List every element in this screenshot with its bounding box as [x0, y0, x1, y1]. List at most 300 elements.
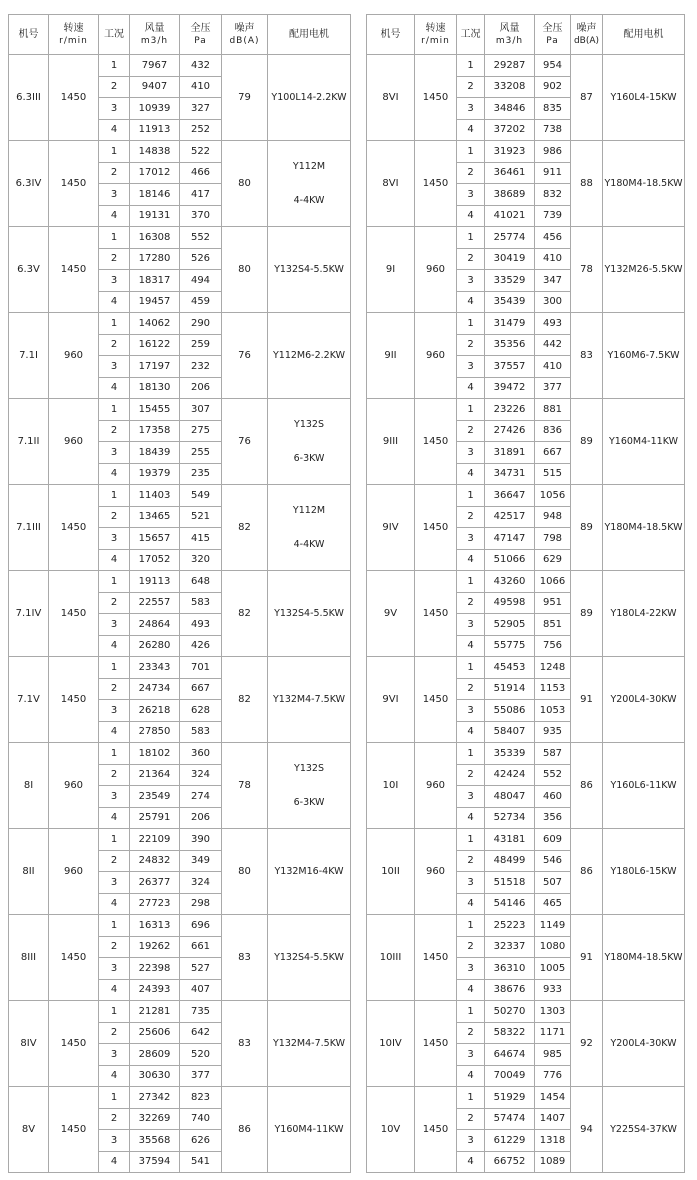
col-header-noise: 噪声 dB(A): [222, 15, 268, 55]
pressure-cell: 701: [180, 657, 222, 679]
motor-cell: [268, 55, 351, 141]
pressure-cell: 1171: [535, 1022, 571, 1044]
model-cell: 7.1IV: [9, 571, 49, 657]
fan-spec-table-right: [366, 14, 685, 1173]
motor-line: Y160M4-11KW: [609, 435, 678, 447]
speed-cell: 960: [49, 313, 99, 399]
condition-cell: 3: [99, 958, 130, 980]
model-cell: 7.1III: [9, 485, 49, 571]
pressure-cell: 583: [180, 592, 222, 614]
condition-cell: 1: [99, 657, 130, 679]
condition-cell: 4: [457, 979, 485, 1001]
pressure-cell: 324: [180, 872, 222, 894]
condition-cell: 1: [457, 829, 485, 851]
airflow-cell: 33529: [485, 270, 535, 292]
motor-line: Y132S4-5.5KW: [274, 951, 344, 963]
pressure-cell: 1407: [535, 1108, 571, 1130]
condition-cell: 4: [457, 119, 485, 141]
airflow-cell: 29287: [485, 55, 535, 77]
noise-cell: 83: [571, 313, 603, 399]
airflow-cell: 66752: [485, 1151, 535, 1173]
condition-cell: 1: [457, 227, 485, 249]
pressure-cell: 648: [180, 571, 222, 593]
model-cell: 10IV: [367, 1001, 415, 1087]
airflow-cell: 22557: [130, 592, 180, 614]
table-row: [9, 227, 351, 249]
pressure-cell: 349: [180, 850, 222, 872]
col-header-airflow: 风量 m3/h: [485, 15, 535, 55]
airflow-cell: 22109: [130, 829, 180, 851]
airflow-cell: 16313: [130, 915, 180, 937]
motor-line: Y160M6-7.5KW: [607, 349, 680, 361]
airflow-cell: 26218: [130, 700, 180, 722]
pressure-cell: 360: [180, 743, 222, 765]
noise-cell: 92: [571, 1001, 603, 1087]
pressure-cell: 377: [535, 377, 571, 399]
motor-cell: [603, 313, 685, 399]
motor-cell: [268, 915, 351, 1001]
pressure-cell: 1056: [535, 485, 571, 507]
table-row: [367, 657, 685, 679]
motor-line: 4-4KW: [293, 538, 325, 550]
pressure-cell: 1089: [535, 1151, 571, 1173]
condition-cell: 1: [457, 571, 485, 593]
motor-line: Y180M4-18.5KW: [604, 521, 683, 533]
header-row: [9, 15, 351, 55]
col-header-pressure: 全压 Pa: [180, 15, 222, 55]
pressure-cell: 410: [535, 356, 571, 378]
airflow-cell: 17052: [130, 549, 180, 571]
pressure-cell: 1248: [535, 657, 571, 679]
condition-cell: 4: [99, 1151, 130, 1173]
pressure-cell: 206: [180, 807, 222, 829]
condition-cell: 3: [457, 356, 485, 378]
condition-cell: 4: [99, 119, 130, 141]
airflow-cell: 52734: [485, 807, 535, 829]
motor-line: Y132S: [294, 418, 324, 430]
noise-cell: 88: [571, 141, 603, 227]
airflow-cell: 15455: [130, 399, 180, 421]
airflow-cell: 33208: [485, 76, 535, 98]
pressure-cell: 933: [535, 979, 571, 1001]
pressure-cell: 587: [535, 743, 571, 765]
airflow-cell: 50270: [485, 1001, 535, 1023]
condition-cell: 4: [99, 979, 130, 1001]
airflow-cell: 18130: [130, 377, 180, 399]
pressure-cell: 1454: [535, 1087, 571, 1109]
pressure-cell: 823: [180, 1087, 222, 1109]
condition-cell: 3: [99, 1130, 130, 1152]
noise-cell: 89: [571, 571, 603, 657]
airflow-cell: 11913: [130, 119, 180, 141]
pressure-cell: 526: [180, 248, 222, 270]
pressure-cell: 347: [535, 270, 571, 292]
pressure-cell: 738: [535, 119, 571, 141]
motor-line: Y132M16-4KW: [274, 865, 344, 877]
motor-cell: [603, 485, 685, 571]
table-row: [9, 657, 351, 679]
speed-cell: 960: [415, 313, 457, 399]
motor-line: Y112M6-2.2KW: [273, 349, 345, 361]
pressure-cell: 986: [535, 141, 571, 163]
table-row: [9, 571, 351, 593]
motor-line: Y132S4-5.5KW: [274, 607, 344, 619]
airflow-cell: 26377: [130, 872, 180, 894]
motor-line: Y180L6-15KW: [610, 865, 677, 877]
pressure-cell: 235: [180, 463, 222, 485]
airflow-cell: 19131: [130, 205, 180, 227]
noise-cell: 86: [571, 829, 603, 915]
pressure-cell: 232: [180, 356, 222, 378]
motor-line: Y180M4-18.5KW: [604, 951, 683, 963]
condition-cell: 4: [457, 807, 485, 829]
condition-cell: 4: [99, 549, 130, 571]
pressure-cell: 836: [535, 420, 571, 442]
airflow-cell: 42517: [485, 506, 535, 528]
table-row: [9, 141, 351, 163]
noise-cell: 86: [222, 1087, 268, 1173]
condition-cell: 1: [457, 743, 485, 765]
col-header-noise: 噪声 dB(A): [571, 15, 603, 55]
airflow-cell: 17280: [130, 248, 180, 270]
table-row: [9, 55, 351, 77]
table-row: [9, 399, 351, 421]
motor-line: 6-3KW: [293, 796, 325, 808]
pressure-cell: 881: [535, 399, 571, 421]
airflow-cell: 36647: [485, 485, 535, 507]
airflow-cell: 27342: [130, 1087, 180, 1109]
pressure-cell: 426: [180, 635, 222, 657]
speed-cell: 1450: [415, 399, 457, 485]
motor-cell: [603, 571, 685, 657]
pressure-cell: 432: [180, 55, 222, 77]
airflow-cell: 25223: [485, 915, 535, 937]
airflow-cell: 18317: [130, 270, 180, 292]
airflow-cell: 16308: [130, 227, 180, 249]
pressure-cell: 546: [535, 850, 571, 872]
airflow-cell: 42424: [485, 764, 535, 786]
table-body: [9, 55, 351, 1173]
pressure-cell: 954: [535, 55, 571, 77]
condition-cell: 1: [99, 571, 130, 593]
motor-line: Y200L4-30KW: [610, 693, 677, 705]
airflow-cell: 48047: [485, 786, 535, 808]
pressure-cell: 1303: [535, 1001, 571, 1023]
condition-cell: 2: [457, 76, 485, 98]
condition-cell: 3: [457, 1044, 485, 1066]
airflow-cell: 70049: [485, 1065, 535, 1087]
condition-cell: 4: [99, 807, 130, 829]
airflow-cell: 41021: [485, 205, 535, 227]
table-row: [367, 743, 685, 765]
noise-cell: 89: [571, 485, 603, 571]
condition-cell: 2: [457, 1022, 485, 1044]
airflow-cell: 9407: [130, 76, 180, 98]
condition-cell: 1: [99, 141, 130, 163]
condition-cell: 2: [457, 678, 485, 700]
noise-cell: 94: [571, 1087, 603, 1173]
airflow-cell: 35439: [485, 291, 535, 313]
condition-cell: 2: [457, 162, 485, 184]
col-header-speed: 转速 r/min: [415, 15, 457, 55]
motor-cell: [268, 313, 351, 399]
model-cell: 10II: [367, 829, 415, 915]
airflow-cell: 37202: [485, 119, 535, 141]
condition-cell: 4: [457, 549, 485, 571]
speed-cell: 960: [49, 399, 99, 485]
airflow-cell: 23226: [485, 399, 535, 421]
airflow-cell: 10939: [130, 98, 180, 120]
airflow-cell: 58322: [485, 1022, 535, 1044]
motor-line: Y160L6-11KW: [610, 779, 677, 791]
model-cell: 8III: [9, 915, 49, 1001]
pressure-cell: 390: [180, 829, 222, 851]
airflow-cell: 28609: [130, 1044, 180, 1066]
airflow-cell: 24832: [130, 850, 180, 872]
model-cell: 8VI: [367, 141, 415, 227]
condition-cell: 2: [457, 1108, 485, 1130]
pressure-cell: 985: [535, 1044, 571, 1066]
condition-cell: 3: [457, 442, 485, 464]
table-row: [367, 399, 685, 421]
speed-cell: 1450: [415, 1001, 457, 1087]
condition-cell: 3: [457, 184, 485, 206]
pressure-cell: 1005: [535, 958, 571, 980]
pressure-cell: 300: [535, 291, 571, 313]
condition-cell: 3: [99, 270, 130, 292]
model-cell: 9I: [367, 227, 415, 313]
airflow-cell: 21364: [130, 764, 180, 786]
table-row: [9, 485, 351, 507]
airflow-cell: 26280: [130, 635, 180, 657]
pressure-cell: 527: [180, 958, 222, 980]
pressure-cell: 274: [180, 786, 222, 808]
pressure-cell: 935: [535, 721, 571, 743]
motor-line: Y180M4-18.5KW: [604, 177, 683, 189]
noise-cell: 91: [571, 657, 603, 743]
table-row: [367, 915, 685, 937]
motor-cell: [603, 1001, 685, 1087]
airflow-cell: 19113: [130, 571, 180, 593]
pressure-cell: 740: [180, 1108, 222, 1130]
speed-cell: 1450: [415, 55, 457, 141]
condition-cell: 1: [99, 829, 130, 851]
fan-spec-table-left: [8, 14, 351, 1173]
speed-cell: 1450: [49, 571, 99, 657]
motor-cell: [268, 571, 351, 657]
pressure-cell: 327: [180, 98, 222, 120]
pressure-cell: 1066: [535, 571, 571, 593]
condition-cell: 2: [99, 420, 130, 442]
table-row: [367, 141, 685, 163]
airflow-cell: 25774: [485, 227, 535, 249]
motor-line: Y112M: [292, 160, 326, 172]
condition-cell: 3: [99, 528, 130, 550]
motor-line: Y132S: [294, 762, 324, 774]
condition-cell: 4: [457, 635, 485, 657]
speed-cell: 1450: [49, 485, 99, 571]
pressure-cell: 507: [535, 872, 571, 894]
pressure-cell: 667: [180, 678, 222, 700]
condition-cell: 4: [457, 377, 485, 399]
condition-cell: 2: [457, 936, 485, 958]
pressure-cell: 629: [535, 549, 571, 571]
airflow-cell: 49598: [485, 592, 535, 614]
airflow-cell: 18146: [130, 184, 180, 206]
airflow-cell: 24864: [130, 614, 180, 636]
pressure-cell: 948: [535, 506, 571, 528]
condition-cell: 1: [99, 485, 130, 507]
airflow-cell: 38689: [485, 184, 535, 206]
noise-cell: 80: [222, 227, 268, 313]
pressure-cell: 739: [535, 205, 571, 227]
condition-cell: 3: [99, 872, 130, 894]
motor-cell: [268, 657, 351, 743]
motor-cell: [603, 657, 685, 743]
pressure-cell: 442: [535, 334, 571, 356]
noise-cell: 76: [222, 399, 268, 485]
pressure-cell: 552: [535, 764, 571, 786]
model-cell: 7.1V: [9, 657, 49, 743]
airflow-cell: 55086: [485, 700, 535, 722]
speed-cell: 960: [415, 829, 457, 915]
pressure-cell: 1318: [535, 1130, 571, 1152]
condition-cell: 2: [457, 506, 485, 528]
condition-cell: 2: [457, 850, 485, 872]
model-cell: 8I: [9, 743, 49, 829]
condition-cell: 2: [457, 592, 485, 614]
condition-cell: 4: [457, 893, 485, 915]
table-row: [367, 1001, 685, 1023]
condition-cell: 4: [457, 205, 485, 227]
motor-cell: [268, 141, 351, 227]
airflow-cell: 34846: [485, 98, 535, 120]
condition-cell: 3: [99, 614, 130, 636]
condition-cell: 3: [457, 958, 485, 980]
condition-cell: 2: [99, 678, 130, 700]
motor-cell: [603, 915, 685, 1001]
condition-cell: 4: [99, 291, 130, 313]
airflow-cell: 58407: [485, 721, 535, 743]
noise-cell: 82: [222, 571, 268, 657]
pressure-cell: 275: [180, 420, 222, 442]
model-cell: 8V: [9, 1087, 49, 1173]
table-body: [367, 55, 685, 1173]
condition-cell: 3: [457, 872, 485, 894]
condition-cell: 4: [457, 721, 485, 743]
table-row: [9, 1087, 351, 1109]
condition-cell: 1: [457, 55, 485, 77]
condition-cell: 2: [99, 248, 130, 270]
motor-cell: [268, 1001, 351, 1087]
condition-cell: 2: [457, 420, 485, 442]
pressure-cell: 320: [180, 549, 222, 571]
airflow-cell: 31891: [485, 442, 535, 464]
pressure-cell: 851: [535, 614, 571, 636]
speed-cell: 960: [415, 743, 457, 829]
condition-cell: 2: [457, 764, 485, 786]
motor-cell: [268, 829, 351, 915]
condition-cell: 1: [457, 1087, 485, 1109]
pressure-cell: 756: [535, 635, 571, 657]
motor-line: Y225S4-37KW: [610, 1123, 677, 1135]
model-cell: 7.1II: [9, 399, 49, 485]
condition-cell: 3: [99, 700, 130, 722]
model-cell: 8IV: [9, 1001, 49, 1087]
condition-cell: 1: [457, 485, 485, 507]
airflow-cell: 14062: [130, 313, 180, 335]
condition-cell: 1: [457, 657, 485, 679]
motor-cell: [603, 55, 685, 141]
noise-cell: 91: [571, 915, 603, 1001]
pressure-cell: 798: [535, 528, 571, 550]
motor-line: Y160M4-11KW: [274, 1123, 344, 1135]
airflow-cell: 25606: [130, 1022, 180, 1044]
speed-cell: 1450: [415, 571, 457, 657]
airflow-cell: 57474: [485, 1108, 535, 1130]
airflow-cell: 45453: [485, 657, 535, 679]
airflow-cell: 43260: [485, 571, 535, 593]
motor-line: 6-3KW: [293, 452, 325, 464]
condition-cell: 2: [457, 248, 485, 270]
airflow-cell: 18102: [130, 743, 180, 765]
condition-cell: 3: [99, 442, 130, 464]
speed-cell: 1450: [49, 141, 99, 227]
condition-cell: 4: [457, 1151, 485, 1173]
airflow-cell: 23343: [130, 657, 180, 679]
airflow-cell: 19262: [130, 936, 180, 958]
condition-cell: 3: [99, 356, 130, 378]
motor-line: Y132M26-5.5KW: [604, 263, 683, 275]
airflow-cell: 32337: [485, 936, 535, 958]
speed-cell: 960: [415, 227, 457, 313]
table-row: [367, 829, 685, 851]
condition-cell: 2: [99, 334, 130, 356]
pressure-cell: 456: [535, 227, 571, 249]
condition-cell: 3: [457, 614, 485, 636]
airflow-cell: 30630: [130, 1065, 180, 1087]
airflow-cell: 35339: [485, 743, 535, 765]
pressure-cell: 1053: [535, 700, 571, 722]
speed-cell: 960: [49, 743, 99, 829]
airflow-cell: 51066: [485, 549, 535, 571]
pressure-cell: 252: [180, 119, 222, 141]
model-cell: 8II: [9, 829, 49, 915]
pressure-cell: 206: [180, 377, 222, 399]
noise-cell: 76: [222, 313, 268, 399]
table-row: [367, 571, 685, 593]
airflow-cell: 27426: [485, 420, 535, 442]
condition-cell: 2: [99, 76, 130, 98]
airflow-cell: 34731: [485, 463, 535, 485]
motor-line: Y200L4-30KW: [610, 1037, 677, 1049]
col-header-pressure: 全压 Pa: [535, 15, 571, 55]
pressure-cell: 522: [180, 141, 222, 163]
airflow-cell: 48499: [485, 850, 535, 872]
condition-cell: 3: [457, 786, 485, 808]
airflow-cell: 38676: [485, 979, 535, 1001]
model-cell: 6.3IV: [9, 141, 49, 227]
condition-cell: 2: [99, 764, 130, 786]
condition-cell: 2: [99, 850, 130, 872]
airflow-cell: 54146: [485, 893, 535, 915]
condition-cell: 4: [457, 291, 485, 313]
condition-cell: 4: [99, 1065, 130, 1087]
motor-cell: [268, 399, 351, 485]
model-cell: 9VI: [367, 657, 415, 743]
model-cell: 9V: [367, 571, 415, 657]
pressure-cell: 493: [180, 614, 222, 636]
